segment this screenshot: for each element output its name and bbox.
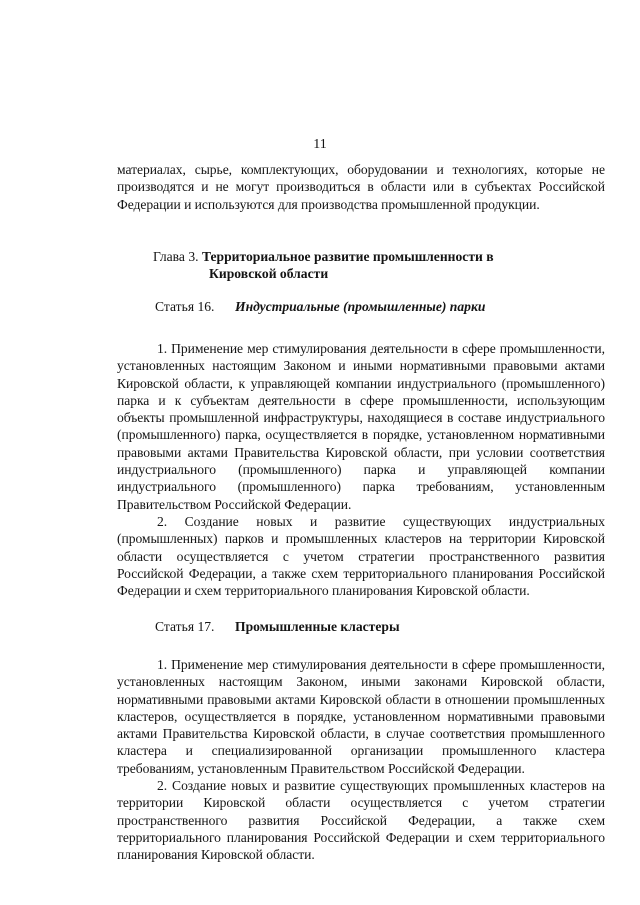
chapter-heading <box>153 248 573 282</box>
continuation-text: материалах, сырье, комплектующих, оборудовании и технологиях, которые не производятся и не могут производиться в области или в субъектах Российской Федерации и используются для производства промышленной продукции. <box>117 162 605 212</box>
chapter-title-line2: Кировской области <box>209 266 329 281</box>
article-16-paragraph-1: 1. Применение мер стимулирования деятельности в сфере промышленности, установленных настоящим Законом и иными нормативными правовыми актами Кировской области, к управляющей компании индустриального (промышленного) парка и к субъектам деятельности в сфере промышленности, использующим объекты промышленной инфраструктуры, находящиеся в составе индустриального (промышленного) парка, осуществляется в порядке, установленном нормативными правовыми актами Правительства Кировской области, при условии соответствия индустриального (промышленного) парка и управляющей компании индустриального (промышленного) парка требованиям, установленным Правительством Российской Федерации. <box>117 341 605 512</box>
continuation-paragraph <box>117 161 605 213</box>
article-16-number: Статья 16. <box>155 299 215 314</box>
article-17-title: Промышленные кластеры <box>235 619 400 634</box>
article-16-body <box>117 340 605 599</box>
article-17-paragraph-2: 2. Создание новых и развитие существующих промышленных кластеров на территории Кировской области осуществляется с учетом стратегии пространственного развития Российской Федерации, а также схем территориального планирования Российской Федерации и схем территориального планирования Кировской области. <box>117 778 605 863</box>
article-17-paragraph-1: 1. Применение мер стимулирования деятельности в сфере промышленности, установленных настоящим Законом, иными законами Кировской области, нормативными правовыми актами Кировской области в отношении промышленных кластеров, осуществляется в порядке, установленном нормативными правовыми актами Правительства Кировской области, в случае соответствия промышленного кластера и специализированной организации промышленного кластера требованиям, установленным Правительством Российской Федерации. <box>117 657 605 776</box>
article-17-body <box>117 656 605 864</box>
article-17-number: Статья 17. <box>155 619 215 634</box>
chapter-title-line1: Территориальное развитие промышленности в <box>201 249 494 264</box>
page-number: 11 <box>313 137 327 152</box>
article-16-paragraph-2: 2. Создание новых и развитие существующих индустриальных (промышленных) парков и промышленных кластеров на территории Кировской области осуществляется с учетом стратегии пространственного развития Российской Федерации, а также схем территориального планирования Российской Федерации и схем территориального планирования Кировской области. <box>117 513 605 599</box>
article-17-heading <box>155 618 605 635</box>
article-16-title: Индустриальные (промышленные) парки <box>235 299 486 314</box>
chapter-prefix: Глава 3. <box>153 249 199 264</box>
article-16-heading <box>155 298 605 315</box>
